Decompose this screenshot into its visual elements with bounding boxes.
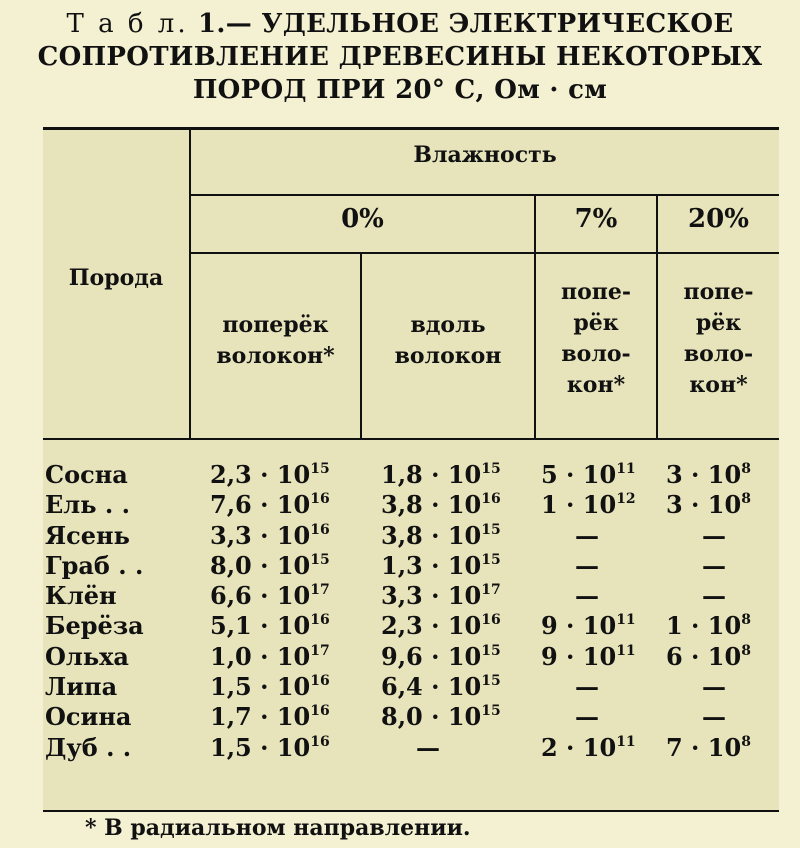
table-body: [43, 460, 779, 763]
species-name: Ольха: [45, 641, 129, 671]
species-name: Сосна: [45, 460, 128, 489]
humidity-7-header: 7%: [574, 204, 618, 234]
value-0-along-empty: —: [416, 732, 440, 762]
value-20-empty: —: [702, 672, 726, 702]
value-7-across: $9 \cdot 10^{11}$: [541, 611, 636, 641]
species-header: Порода: [68, 265, 164, 291]
value-0-along: $2,3 \cdot 10^{16}$: [381, 611, 501, 641]
value-0-across: $6,6 \cdot 10^{17}$: [210, 581, 330, 611]
species-name: Осина: [45, 702, 132, 732]
across-fibers-7-header: попе- рёк воло- кон*: [560, 279, 631, 398]
species-name: Ясень: [45, 520, 130, 550]
humidity-header: Влажность: [413, 142, 557, 168]
table-row: [43, 490, 779, 520]
value-0-along: $8,0 \cdot 10^{15}$: [381, 702, 501, 732]
species-name: Липа: [45, 672, 118, 702]
divider: [189, 194, 779, 196]
value-0-across: $7,6 \cdot 10^{16}$: [210, 490, 330, 520]
species-name: Клён: [45, 581, 117, 611]
value-20-empty: —: [702, 520, 726, 550]
table-row: [43, 460, 779, 490]
divider: [43, 438, 779, 440]
title-line-3: ПОРОД ПРИ 20° С, Ом · см: [192, 75, 608, 105]
value-0-across: $1,7 \cdot 10^{16}$: [210, 702, 330, 732]
table-row: [43, 702, 779, 732]
table-row: [43, 733, 779, 763]
value-7-across: $2 \cdot 10^{11}$: [541, 732, 636, 762]
table-row: [43, 672, 779, 702]
value-0-across: $2,3 \cdot 10^{15}$: [210, 460, 330, 489]
value-0-across: $1,5 \cdot 10^{16}$: [210, 732, 330, 762]
across-fibers-header: поперёк волокон*: [216, 312, 335, 369]
species-name: Ель . .: [45, 490, 130, 520]
value-0-along: $1,3 \cdot 10^{15}$: [381, 550, 501, 580]
value-0-along: $3,8 \cdot 10^{16}$: [381, 490, 501, 520]
table-title: [0, 8, 800, 107]
table-row: [43, 551, 779, 581]
along-fibers-header: вдоль волокон: [394, 312, 502, 369]
value-20-empty: —: [702, 550, 726, 580]
value-0-along: $3,8 \cdot 10^{15}$: [381, 520, 501, 550]
value-7-empty: —: [575, 550, 599, 580]
value-0-across: $5,1 \cdot 10^{16}$: [210, 611, 330, 641]
divider: [189, 129, 191, 440]
value-20-empty: —: [702, 581, 726, 611]
value-0-across: $1,5 \cdot 10^{16}$: [210, 672, 330, 702]
value-0-across: $8,0 \cdot 10^{15}$: [210, 550, 330, 580]
value-7-across: $5 \cdot 10^{11}$: [541, 460, 636, 489]
value-7-across: $9 \cdot 10^{11}$: [541, 641, 636, 671]
table-row: [43, 521, 779, 551]
value-20-empty: —: [702, 702, 726, 732]
across-fibers-20-header: попе- рёк воло- кон*: [683, 279, 754, 398]
title-line-2: СОПРОТИВЛЕНИЕ ДРЕВЕСИНЫ НЕКОТОРЫХ: [37, 42, 763, 72]
value-0-along: $6,4 \cdot 10^{15}$: [381, 672, 501, 702]
value-20-across: $1 \cdot 10^8$: [666, 611, 751, 641]
value-0-along: $1,8 \cdot 10^{15}$: [381, 460, 501, 489]
table-row: [43, 611, 779, 641]
species-name: Граб . .: [45, 550, 144, 580]
table-row: [43, 581, 779, 611]
divider: [189, 252, 779, 254]
value-7-empty: —: [575, 702, 599, 732]
footnote: * В радиальном направлении.: [85, 815, 471, 841]
value-0-across: $3,3 \cdot 10^{16}$: [210, 520, 330, 550]
species-name: Дуб . .: [45, 732, 132, 762]
value-20-across: $3 \cdot 10^8$: [666, 460, 751, 489]
value-0-along: $3,3 \cdot 10^{17}$: [381, 581, 501, 611]
value-0-across: $1,0 \cdot 10^{17}$: [210, 641, 330, 671]
value-7-empty: —: [575, 581, 599, 611]
table-top-rule: [43, 127, 779, 130]
humidity-20-header: 20%: [688, 204, 749, 234]
value-20-across: $3 \cdot 10^8$: [666, 490, 751, 520]
value-7-empty: —: [575, 520, 599, 550]
humidity-0-header: 0%: [341, 204, 384, 234]
value-20-across: $7 \cdot 10^8$: [666, 732, 751, 762]
value-20-across: $6 \cdot 10^8$: [666, 641, 751, 671]
species-name: Берёза: [45, 611, 144, 641]
value-0-along: $9,6 \cdot 10^{15}$: [381, 641, 501, 671]
table-row: [43, 642, 779, 672]
value-7-empty: —: [575, 672, 599, 702]
value-7-across: $1 \cdot 10^{12}$: [541, 490, 636, 520]
table-bottom-rule: [43, 810, 779, 812]
title-line-1: Т а б л. 1.— УДЕЛЬНОЕ ЭЛЕКТРИЧЕСКОЕ: [66, 9, 734, 39]
